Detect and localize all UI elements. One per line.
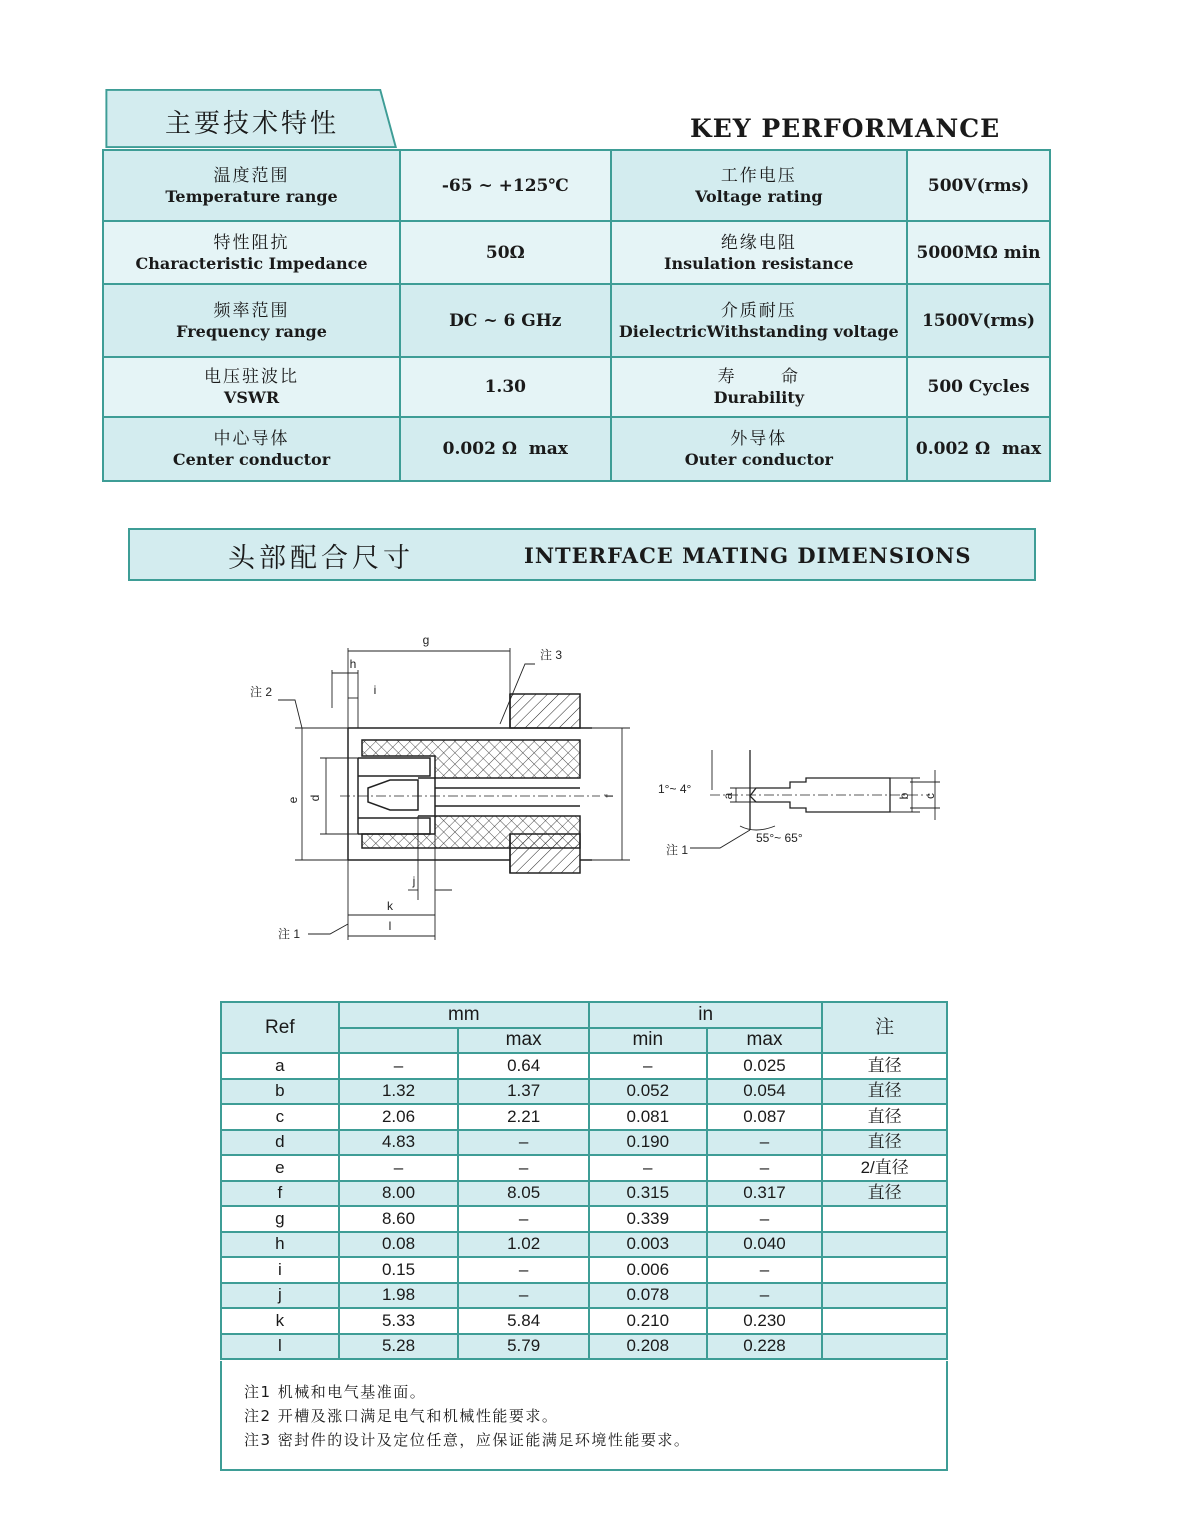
header-in-min: min xyxy=(589,1028,707,1054)
cell-mm-max: 1.37 xyxy=(458,1079,589,1105)
cell-mm-min: 0.08 xyxy=(339,1232,459,1258)
cell-mm-max: 2.21 xyxy=(458,1104,589,1130)
param-value: 0.002 Ω max xyxy=(915,439,1042,459)
dim-label-b: b xyxy=(897,792,911,800)
cell-ref: b xyxy=(221,1079,339,1105)
cell-in-max: 0.040 xyxy=(707,1232,823,1258)
cell-in-min: 0.210 xyxy=(589,1308,707,1334)
param-label-cn: 中心导体 xyxy=(213,429,290,449)
param-label-en: Temperature range xyxy=(165,186,338,206)
cell-mm-min: 0.15 xyxy=(339,1257,459,1283)
header-mm-min xyxy=(339,1028,459,1054)
cell-in-max: 0.054 xyxy=(707,1079,823,1105)
cell-in-min: 0.052 xyxy=(589,1079,707,1105)
cell-note: 直径 xyxy=(822,1079,947,1105)
param-label-cn: 温度范围 xyxy=(213,165,290,186)
header-in-max: max xyxy=(707,1028,823,1054)
param-label-en: Characteristic Impedance xyxy=(135,253,368,273)
table-header-row xyxy=(221,1002,947,1028)
table-row xyxy=(221,1079,947,1105)
angle-label-55-65: 55°~ 65° xyxy=(756,831,803,845)
cell-ref: f xyxy=(221,1181,339,1207)
param-label-cn: 工作电压 xyxy=(720,165,797,186)
cell-ref: c xyxy=(221,1104,339,1130)
angle-label-1-4: 1°~ 4° xyxy=(658,782,692,796)
note-1: 注1 机械和电气基准面。 xyxy=(244,1383,427,1401)
table-row xyxy=(103,221,1050,284)
cell-in-max: 0.087 xyxy=(707,1104,823,1130)
cell-mm-max: – xyxy=(458,1257,589,1283)
cell-in-min: – xyxy=(589,1155,707,1181)
cell-mm-min: 2.06 xyxy=(339,1104,459,1130)
param-label-cn: 电压驻波比 xyxy=(204,367,300,387)
cell-mm-max: – xyxy=(458,1130,589,1156)
dimension-table xyxy=(220,1001,948,1360)
param-value: 1.30 xyxy=(484,377,526,397)
cell-ref: k xyxy=(221,1308,339,1334)
table-row xyxy=(103,357,1050,417)
cell-ref: a xyxy=(221,1053,339,1079)
cell-note xyxy=(822,1206,947,1232)
table-row xyxy=(221,1130,947,1156)
cell-in-min: 0.078 xyxy=(589,1283,707,1309)
param-value: DC ~ 6 GHz xyxy=(449,310,562,331)
table-row xyxy=(103,150,1050,221)
notes-box xyxy=(220,1361,948,1471)
table-row xyxy=(221,1232,947,1258)
cell-mm-min: – xyxy=(339,1155,459,1181)
cell-note: 直径 xyxy=(822,1130,947,1156)
cell-mm-min: 1.98 xyxy=(339,1283,459,1309)
param-value: 500 Cycles xyxy=(927,377,1030,397)
table-row xyxy=(221,1053,947,1079)
pin-detail-diagram xyxy=(650,730,950,860)
cell-ref: h xyxy=(221,1232,339,1258)
cell-mm-max: – xyxy=(458,1283,589,1309)
key-performance-table xyxy=(102,149,1051,482)
cell-in-min: 0.315 xyxy=(589,1181,707,1207)
cell-note: 直径 xyxy=(822,1053,947,1079)
cell-mm-max: 5.79 xyxy=(458,1334,589,1360)
cell-note xyxy=(822,1283,947,1309)
cell-in-min: 0.003 xyxy=(589,1232,707,1258)
dim-label-i: i xyxy=(373,683,377,697)
cell-mm-max: – xyxy=(458,1206,589,1232)
table-row xyxy=(221,1283,947,1309)
cell-in-max: – xyxy=(707,1283,823,1309)
cell-mm-max: – xyxy=(458,1155,589,1181)
key-performance-title-cn: 主要技术特性 xyxy=(165,109,340,139)
param-label-en: DielectricWithstanding voltage xyxy=(618,321,899,341)
param-label-cn: 介质耐压 xyxy=(720,300,797,321)
cell-ref: l xyxy=(221,1334,339,1360)
cell-in-min: 0.208 xyxy=(589,1334,707,1360)
param-label-en: VSWR xyxy=(223,388,280,407)
dim-label-g: g xyxy=(422,633,430,647)
param-label-cn: 特性阻抗 xyxy=(213,232,290,253)
dim-label-j: j xyxy=(412,874,416,888)
cell-in-max: – xyxy=(707,1130,823,1156)
param-label-cn: 绝缘电阻 xyxy=(720,232,797,253)
header-ref: Ref xyxy=(221,1002,339,1053)
dim-label-f: f xyxy=(602,794,616,798)
cell-note: 直径 xyxy=(822,1104,947,1130)
interface-title-cn: 头部配合尺寸 xyxy=(228,543,414,574)
cell-in-max: – xyxy=(707,1155,823,1181)
cell-note xyxy=(822,1308,947,1334)
dim-label-a: a xyxy=(721,792,735,800)
cell-in-min: 0.081 xyxy=(589,1104,707,1130)
dim-label-k: k xyxy=(387,899,393,913)
note-2: 注2 开槽及涨口满足电气和机械性能要求。 xyxy=(244,1407,559,1425)
cell-ref: g xyxy=(221,1206,339,1232)
param-label-en: Outer conductor xyxy=(684,450,833,469)
cell-in-max: 0.228 xyxy=(707,1334,823,1360)
table-row xyxy=(221,1257,947,1283)
dim-label-h: h xyxy=(349,657,357,671)
dim-label-l: l xyxy=(388,919,392,933)
cell-in-max: 0.230 xyxy=(707,1308,823,1334)
param-label-en: Center conductor xyxy=(172,450,331,469)
param-value: 50Ω xyxy=(485,242,525,263)
interface-title-en: INTERFACE MATING DIMENSIONS xyxy=(524,543,972,568)
dim-label-d: d xyxy=(308,794,322,802)
cell-in-max: 0.317 xyxy=(707,1181,823,1207)
table-row xyxy=(221,1104,947,1130)
cell-in-min: – xyxy=(589,1053,707,1079)
note1-pin-label: 注 1 xyxy=(666,843,689,857)
header-mm-max: max xyxy=(458,1028,589,1054)
header-in: in xyxy=(589,1002,822,1028)
param-value: 1500V(rms) xyxy=(921,310,1036,331)
table-row xyxy=(221,1308,947,1334)
cell-note: 2/直径 xyxy=(822,1155,947,1181)
param-value: 0.002 Ω max xyxy=(442,439,568,459)
param-value: 500V(rms) xyxy=(927,175,1030,196)
param-value: 5000MΩ min xyxy=(916,242,1041,263)
note3-label: 注 3 xyxy=(540,648,563,662)
table-row xyxy=(221,1155,947,1181)
cell-mm-min: 8.60 xyxy=(339,1206,459,1232)
cell-ref: j xyxy=(221,1283,339,1309)
param-value: -65 ~ +125℃ xyxy=(441,175,569,196)
param-label-cn: 寿 命 xyxy=(717,367,801,387)
cell-mm-min: 5.33 xyxy=(339,1308,459,1334)
cell-note: 直径 xyxy=(822,1181,947,1207)
cell-in-max: – xyxy=(707,1206,823,1232)
param-label-en: Frequency range xyxy=(176,321,327,341)
note1-label: 注 1 xyxy=(278,927,301,941)
param-label-en: Durability xyxy=(713,388,805,407)
cell-note xyxy=(822,1232,947,1258)
cell-in-max: 0.025 xyxy=(707,1053,823,1079)
table-row xyxy=(221,1181,947,1207)
table-row xyxy=(103,284,1050,357)
cell-mm-min: 4.83 xyxy=(339,1130,459,1156)
cell-in-min: 0.190 xyxy=(589,1130,707,1156)
connector-cross-section-diagram xyxy=(240,628,640,948)
cell-note xyxy=(822,1334,947,1360)
cell-mm-max: 8.05 xyxy=(458,1181,589,1207)
table-row xyxy=(221,1334,947,1360)
param-label-cn: 外导体 xyxy=(730,429,788,449)
key-performance-title-en: KEY PERFORMANCE xyxy=(690,114,1001,143)
note2-label: 注 2 xyxy=(250,685,273,699)
cell-mm-max: 0.64 xyxy=(458,1053,589,1079)
cell-in-min: 0.006 xyxy=(589,1257,707,1283)
cell-mm-min: 8.00 xyxy=(339,1181,459,1207)
cell-mm-max: 1.02 xyxy=(458,1232,589,1258)
param-label-en: Voltage rating xyxy=(695,186,823,206)
cell-in-min: 0.339 xyxy=(589,1206,707,1232)
header-mm: mm xyxy=(339,1002,589,1028)
cell-ref: e xyxy=(221,1155,339,1181)
cell-ref: d xyxy=(221,1130,339,1156)
table-row xyxy=(221,1206,947,1232)
cell-mm-min: 5.28 xyxy=(339,1334,459,1360)
cell-ref: i xyxy=(221,1257,339,1283)
cell-in-max: – xyxy=(707,1257,823,1283)
cell-note xyxy=(822,1257,947,1283)
cell-mm-min: – xyxy=(339,1053,459,1079)
note-3: 注3 密封件的设计及定位任意，应保证能满足环境性能要求。 xyxy=(244,1431,691,1449)
cell-mm-max: 5.84 xyxy=(458,1308,589,1334)
table-row xyxy=(103,417,1050,481)
param-label-en: Insulation resistance xyxy=(664,253,854,273)
dim-label-e: e xyxy=(286,796,300,804)
dim-label-c: c xyxy=(923,793,937,799)
header-note: 注 xyxy=(822,1002,947,1053)
param-label-cn: 频率范围 xyxy=(213,300,290,321)
cell-mm-min: 1.32 xyxy=(339,1079,459,1105)
